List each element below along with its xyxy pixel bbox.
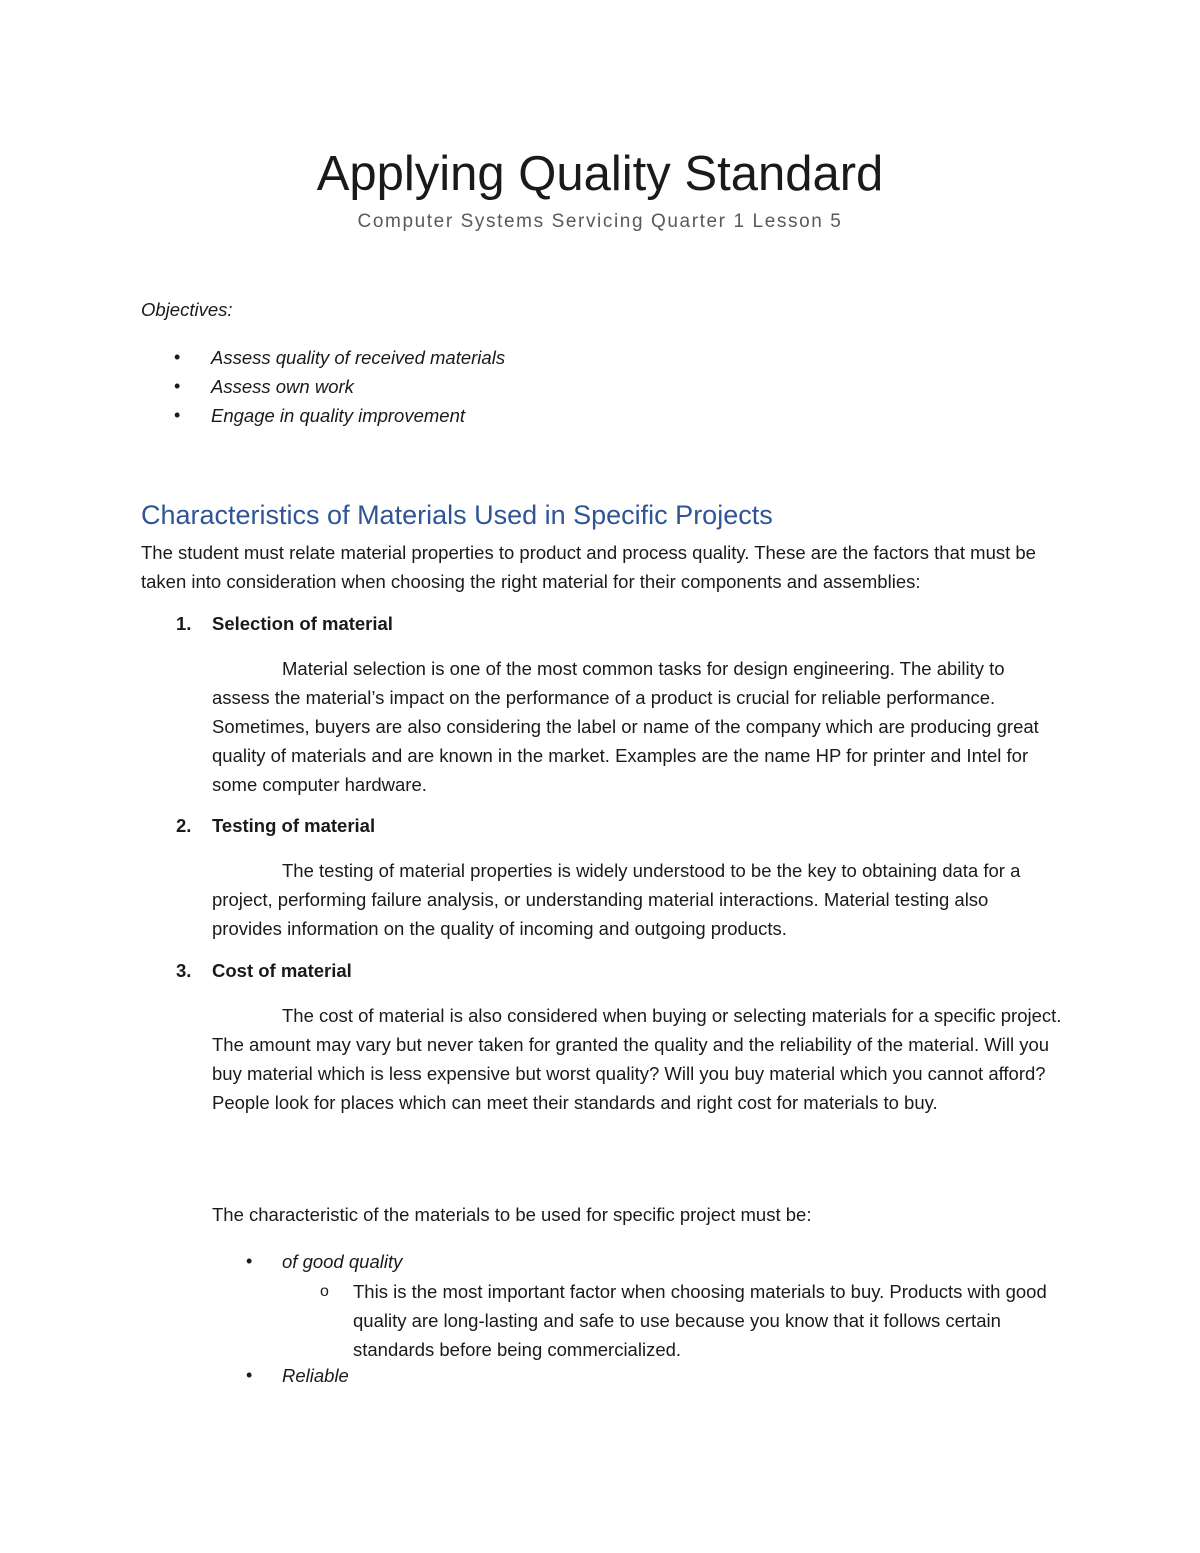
- list-item: [172, 372, 505, 401]
- item-body-cost: [212, 1001, 1062, 1117]
- item-body-text: The cost of material is also considered when buying or selecting materials for a specific project. The amount may vary but never taken for granted the quality and the reliability of the material. Will you buy material which is less expensive but worst quality? Will you buy material which you cannot afford? People look for places which can meet their standards and right cost for materials to buy.: [212, 1005, 1062, 1113]
- list-item: [172, 401, 505, 430]
- item-body-text: Material selection is one of the most common tasks for design engineering. The ability to assess the material’s impact on the performance of a product is crucial for reliable performance. Sometimes, buyers are also considering the label or name of the company which are producing great quality of materials and are known in the market. Examples are the name HP for printer and Intel for some computer hardware.: [212, 658, 1039, 795]
- characteristics-intro: The characteristic of the materials to be used for specific project must be:: [212, 1204, 812, 1225]
- section-heading: Characteristics of Materials Used in Specific Projects: [141, 500, 773, 530]
- page-subtitle: Computer Systems Servicing Quarter 1 Lesson 5: [357, 211, 843, 232]
- objectives-list: [172, 343, 505, 430]
- bullet-icon: •: [174, 405, 181, 425]
- characteristic-detail-text: This is the most important factor when choosing materials to buy. Products with good quality are long-lasting and safe to use because you know that it follows certain standards before being commercialized.: [353, 1281, 1047, 1360]
- item-heading-text: Cost of material: [212, 960, 352, 981]
- bullet-icon: •: [246, 1365, 253, 1385]
- sub-bullet-icon: o: [320, 1283, 329, 1300]
- item-heading-text: Testing of material: [212, 815, 376, 836]
- characteristic-item-quality: [242, 1251, 402, 1273]
- objective-text: Assess own work: [211, 376, 354, 397]
- characteristic-detail-quality: [314, 1277, 1074, 1364]
- intro-paragraph: The student must relate material properties to product and process quality. These are the factors that must be taken into consideration when choosing the right material for their components and assemblies:: [141, 542, 1036, 592]
- item-heading-cost: [176, 960, 352, 982]
- item-body-selection: [212, 654, 1062, 799]
- bullet-icon: •: [174, 376, 181, 396]
- item-heading-text: Selection of material: [212, 613, 393, 634]
- objective-text: Assess quality of received materials: [211, 347, 506, 368]
- objective-text: Engage in quality improvement: [211, 405, 466, 426]
- page-title: Applying Quality Standard: [316, 147, 884, 201]
- objectives-label: Objectives:: [141, 299, 233, 320]
- item-body-testing: [212, 856, 1062, 943]
- item-number: 3.: [176, 960, 192, 981]
- item-number: 2.: [176, 815, 192, 836]
- item-number: 1.: [176, 613, 192, 634]
- item-body-text: The testing of material properties is widely understood to be the key to obtaining data for a project, performing failure analysis, or understanding material interactions. Material testing also provides information on the quality of incoming and outgoing products.: [212, 860, 1021, 939]
- item-heading-testing: [176, 815, 375, 837]
- bullet-icon: •: [174, 347, 181, 367]
- item-heading-selection: [176, 613, 393, 635]
- characteristic-item-reliable: [242, 1365, 349, 1387]
- list-item: [172, 343, 505, 372]
- characteristic-label: of good quality: [282, 1251, 403, 1272]
- characteristic-label: Reliable: [282, 1365, 349, 1386]
- bullet-icon: •: [246, 1251, 253, 1271]
